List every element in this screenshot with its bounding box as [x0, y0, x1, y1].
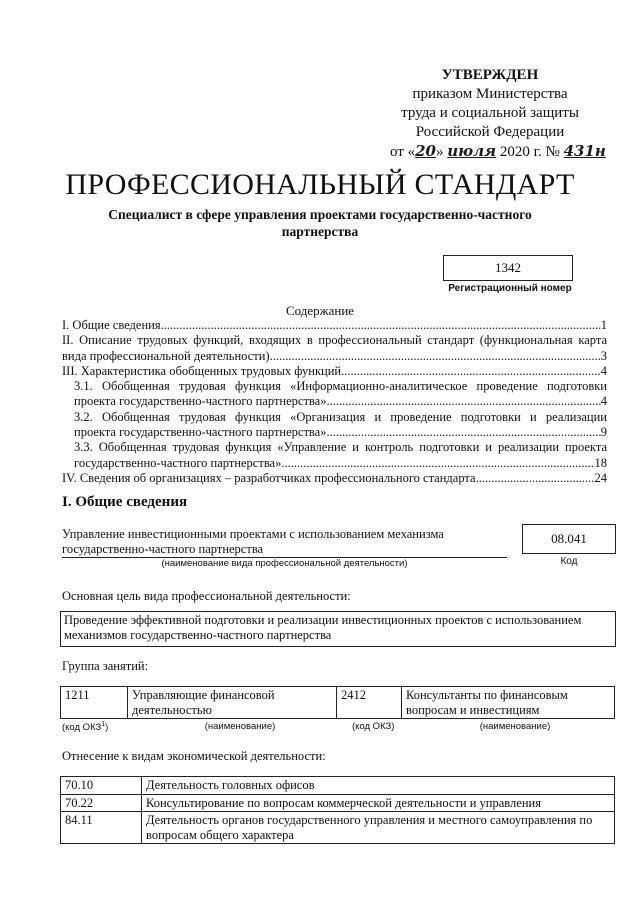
activity-caption: (наименование вида профессиональной деятельности): [161, 558, 408, 569]
toc-item-first-line: 3.2. Обобщенная трудовая функция «Организация и проведение подготовки и реализации: [74, 409, 607, 424]
toc-item[interactable]: [62, 394, 607, 409]
okz-code-caption-close: ): [105, 722, 109, 734]
approval-block: [390, 66, 606, 162]
section-heading: I. Общие сведения: [62, 494, 188, 510]
toc-item-text: проекта государственно-частного партнерства»: [74, 425, 327, 440]
approval-day: 20: [415, 142, 436, 160]
registration-label: Регистрационный номер: [448, 283, 572, 294]
table-row: [61, 794, 615, 812]
okved-code: 84.11: [61, 812, 142, 844]
approval-year: 2020 г. №: [499, 144, 560, 160]
toc-item-page: 4: [600, 394, 607, 409]
toc-item-page: 3: [600, 348, 607, 363]
approval-title: УТВЕРЖДЕН: [441, 67, 539, 83]
date-mid: »: [435, 144, 444, 160]
group-label: Группа занятий:: [62, 659, 149, 673]
approval-line-1: приказом Министерства: [412, 86, 568, 102]
table-row: [61, 812, 615, 844]
code-caption: Код: [560, 556, 578, 567]
footnote-ref[interactable]: 1: [101, 721, 106, 728]
okz-name-caption-2: (наименование): [479, 721, 551, 732]
approval-line-3: Российской Федерации: [415, 124, 565, 140]
toc-item-text: государственно-частного партнерства»: [74, 455, 282, 470]
registration-number-box: 1342: [443, 255, 573, 281]
document-title: ПРОФЕССИОНАЛЬНЫЙ СТАНДАРТ: [65, 168, 575, 201]
toc-item[interactable]: [62, 471, 607, 486]
toc-item[interactable]: [62, 425, 607, 440]
toc-heading: Содержание: [285, 303, 355, 318]
okz-name: Управляющие финансовой деятельностью: [128, 687, 337, 719]
toc-item[interactable]: [62, 364, 607, 379]
okved-name: Консультирование по вопросам коммерческой деятельности и управления: [142, 794, 615, 812]
okz-code-caption: [62, 721, 108, 733]
goal-text: Проведение эффективной подготовки и реализации инвестиционных проектов с использованием механизмов государственно-частного партнерства: [64, 613, 582, 642]
goal-label: Основная цель вида профессиональной деятельности:: [62, 589, 351, 603]
toc-item-first-line: 3.3. Обобщенная трудовая функция «Управление и контроль подготовки и реализации проекта: [74, 440, 607, 455]
toc-item-first-line: 3.1. Обобщенная трудовая функция «Информационно-аналитическое проведение подготовки: [74, 379, 607, 394]
toc-item-text: вида профессиональной деятельности): [62, 348, 270, 363]
okz-code: 2412: [337, 687, 402, 719]
toc-item-text: III. Характеристика обобщенных трудовых функций: [62, 363, 342, 378]
toc-item-text: проекта государственно-частного партнерства»: [74, 394, 327, 409]
activity-code-box: 08.041: [522, 524, 616, 554]
approval-line-2: труда и социальной защиты: [401, 105, 579, 121]
okved-code: 70.10: [61, 777, 142, 795]
activity-name: Управление инвестиционными проектами с использованием механизма государственно-частного партнерства: [62, 527, 444, 556]
okz-code-caption-text: (код ОКЗ: [62, 722, 102, 734]
toc-item-page: 18: [594, 455, 607, 470]
date-prefix: от «: [390, 144, 416, 160]
okved-name: Деятельность органов государственного управления и местного самоуправления по вопросам общего характера: [142, 812, 615, 844]
toc-item[interactable]: [62, 349, 607, 364]
toc-item[interactable]: [62, 456, 607, 471]
okz-name-caption: (наименование): [204, 721, 276, 732]
occupation-group-table: [60, 686, 615, 719]
toc-item-page: 1: [600, 318, 607, 332]
toc-item[interactable]: [62, 318, 607, 333]
toc-item-page: 24: [594, 470, 607, 485]
okved-table: [60, 776, 615, 844]
table-of-contents: [62, 318, 607, 486]
table-row: [61, 687, 615, 719]
okz-name: Консультанты по финансовым вопросам и инвестициям: [402, 687, 615, 719]
toc-item-first-line: II. Описание трудовых функций, входящих в профессиональный стандарт (функциональная карта: [62, 333, 607, 348]
toc-item-text: I. Общие сведения: [62, 318, 161, 332]
okved-code: 70.22: [61, 794, 142, 812]
okved-label: Отнесение к видам экономической деятельности:: [62, 749, 326, 763]
toc-item-text: IV. Сведения об организациях – разработчиках профессионального стандарта: [62, 470, 476, 485]
table-row: [61, 777, 615, 795]
approval-date-line: [390, 142, 606, 162]
approval-month: июля: [447, 142, 497, 160]
toc-item-page: 9: [600, 425, 607, 440]
document-subtitle: Специалист в сфере управления проектами государственно-частного партнерства: [108, 207, 532, 239]
okz-code-caption-2: (код ОКЗ): [352, 721, 395, 732]
toc-item-page: 4: [600, 363, 607, 378]
okz-code: 1211: [61, 687, 128, 719]
approval-number: 431н: [563, 142, 606, 160]
okved-name: Деятельность головных офисов: [142, 777, 615, 795]
goal-box: [60, 611, 616, 647]
